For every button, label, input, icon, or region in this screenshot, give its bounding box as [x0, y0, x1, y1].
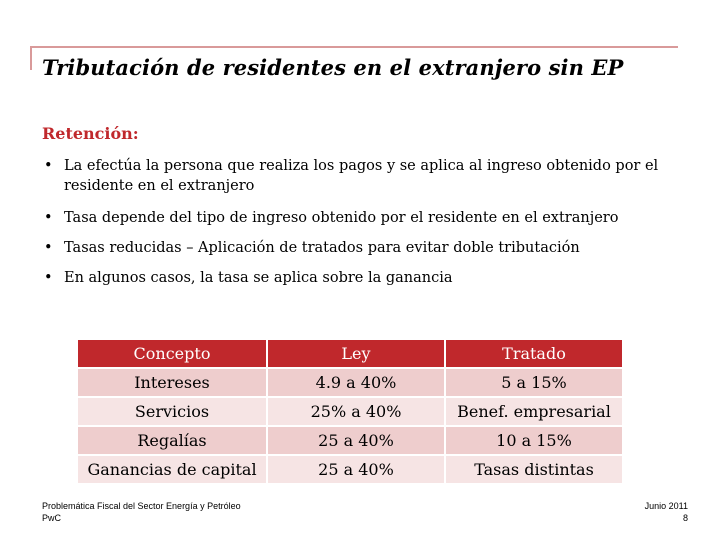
- footer-left: [42, 500, 241, 524]
- table-row: [78, 369, 622, 396]
- cell-ley: 25 a 40%: [266, 456, 444, 483]
- slide-title: Tributación de residentes en el extranjero sin EP: [42, 55, 624, 80]
- cell-ley: 4.9 a 40%: [266, 369, 444, 396]
- bullet-list: [44, 156, 684, 288]
- footer-presentation-title: Problemática Fiscal del Sector Energía y Petróleo: [42, 501, 241, 511]
- cell-concepto: Servicios: [78, 398, 266, 425]
- cell-tratado: Tasas distintas: [444, 456, 622, 483]
- title-rule-vertical: [30, 46, 32, 70]
- cell-concepto: Ganancias de capital: [78, 456, 266, 483]
- header-ley: Ley: [266, 340, 444, 367]
- tax-rates-table: [78, 338, 622, 485]
- footer-company: PwC: [42, 513, 62, 523]
- bullet-item: • Tasas reducidas – Aplicación de tratados para evitar doble tributación: [44, 238, 684, 258]
- header-tratado: Tratado: [444, 340, 622, 367]
- table-row: [78, 456, 622, 483]
- bullet-item: • En algunos casos, la tasa se aplica sobre la ganancia: [44, 268, 684, 288]
- table-row: [78, 398, 622, 425]
- bullet-item: • La efectúa la persona que realiza los pagos y se aplica al ingreso obtenido por el residente en el extranjero: [44, 156, 684, 196]
- title-rule: [30, 46, 678, 48]
- cell-tratado: Benef. empresarial: [444, 398, 622, 425]
- table-row: [78, 427, 622, 454]
- bullet-item: • Tasa depende del tipo de ingreso obtenido por el residente en el extranjero: [44, 208, 684, 228]
- cell-ley: 25 a 40%: [266, 427, 444, 454]
- cell-tratado: 5 a 15%: [444, 369, 622, 396]
- header-concepto: Concepto: [78, 340, 266, 367]
- cell-concepto: Intereses: [78, 369, 266, 396]
- table-header-row: [78, 340, 622, 367]
- footer-right: [645, 500, 688, 524]
- cell-tratado: 10 a 15%: [444, 427, 622, 454]
- footer-date: Junio 2011: [644, 501, 688, 511]
- page-number: 8: [682, 513, 688, 523]
- cell-concepto: Regalías: [78, 427, 266, 454]
- section-subtitle: Retención:: [42, 124, 139, 143]
- cell-ley: 25% a 40%: [266, 398, 444, 425]
